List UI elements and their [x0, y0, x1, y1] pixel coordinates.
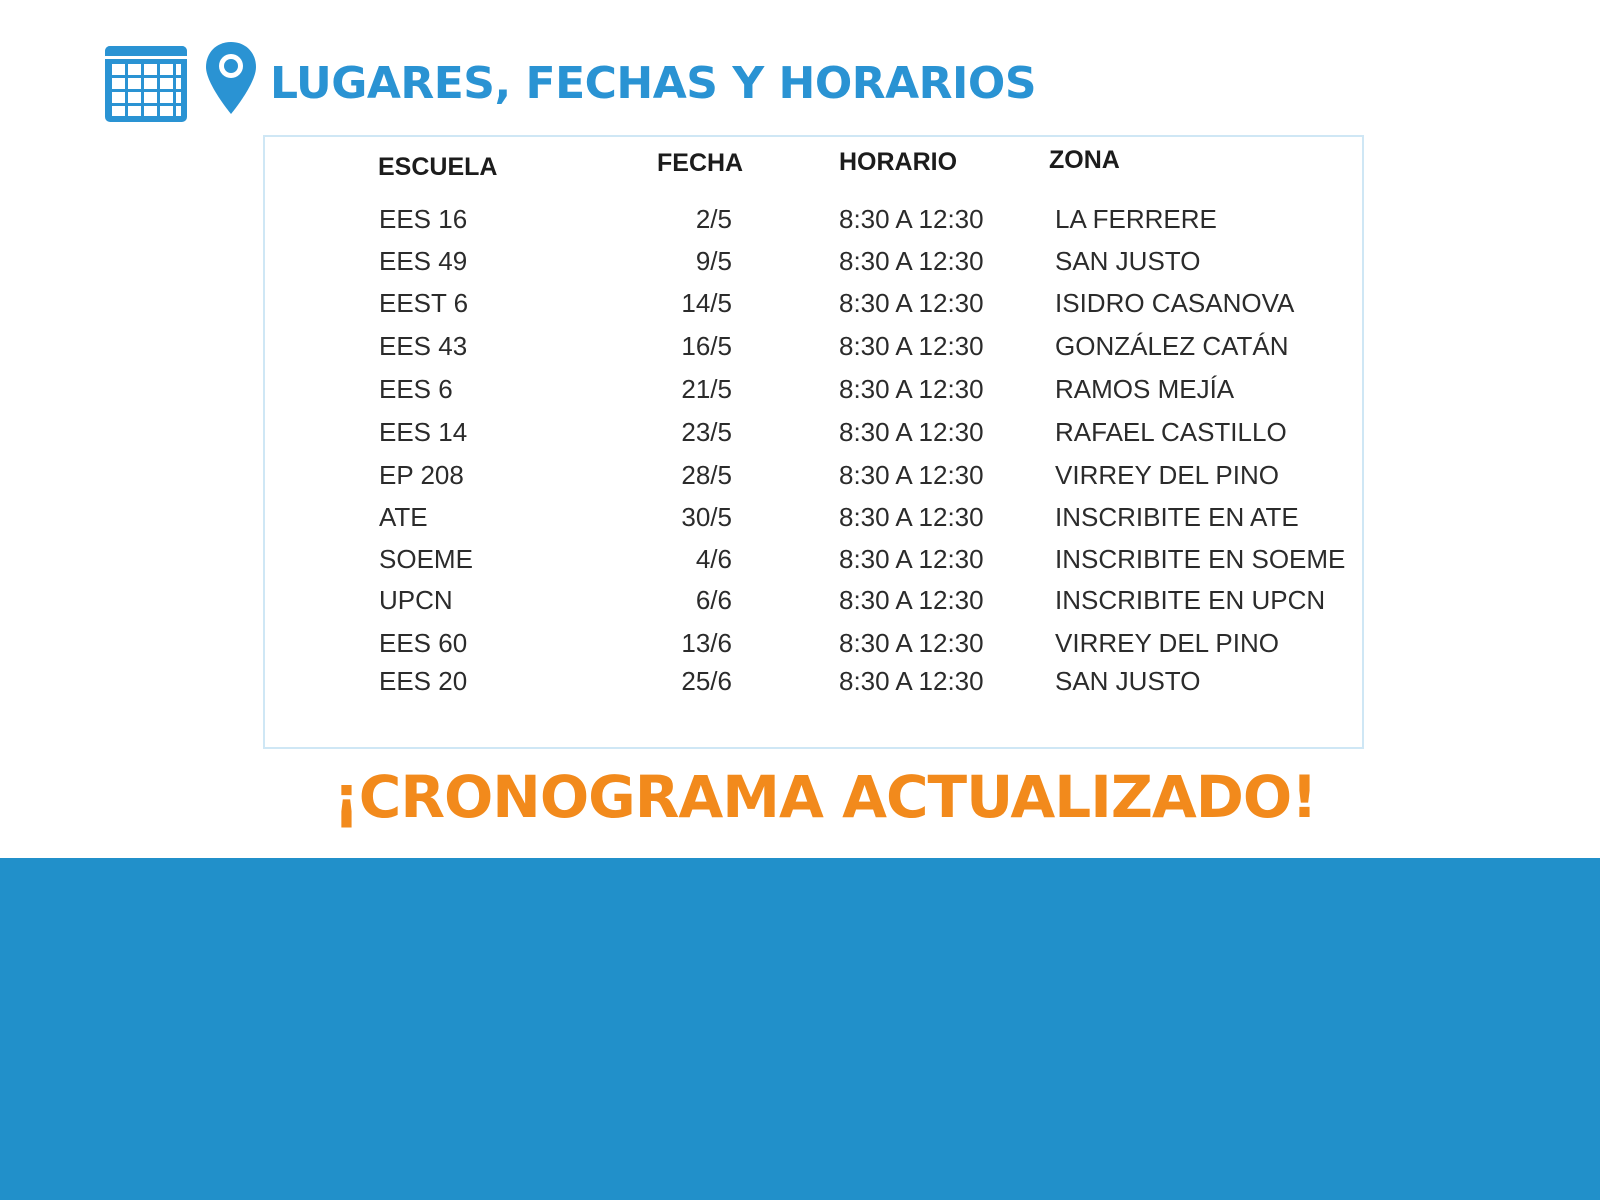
cell-escuela: EES 6 — [379, 374, 453, 404]
schedule-table — [263, 135, 1364, 749]
schedule-updated-banner: ¡CRONOGRAMA ACTUALIZADO! — [333, 763, 1317, 831]
cell-horario: 8:30 A 12:30 — [839, 502, 984, 532]
cell-escuela: EES 43 — [379, 331, 468, 361]
cell-zona: ISIDRO CASANOVA — [1055, 288, 1295, 318]
cell-fecha: 2/5 — [695, 204, 732, 234]
cell-escuela: UPCN — [379, 585, 453, 615]
column-header-escuela: ESCUELA — [378, 153, 498, 181]
cell-fecha: 28/5 — [681, 460, 732, 490]
table-row — [265, 283, 1362, 323]
table-row — [265, 580, 1362, 620]
table-row — [265, 412, 1362, 452]
cell-escuela: EES 14 — [379, 417, 468, 447]
table-row — [265, 661, 1362, 701]
table-row — [265, 369, 1362, 409]
footer-band — [0, 858, 1600, 1200]
table-row — [265, 241, 1362, 281]
cell-horario: 8:30 A 12:30 — [839, 246, 984, 276]
cell-horario: 8:30 A 12:30 — [839, 585, 984, 615]
cell-escuela: EES 60 — [379, 628, 468, 658]
location-pin-icon — [203, 40, 259, 116]
cell-horario: 8:30 A 12:30 — [839, 204, 984, 234]
cell-zona: RAMOS MEJÍA — [1055, 374, 1235, 404]
cell-fecha: 30/5 — [681, 502, 732, 532]
cell-escuela: ATE — [379, 502, 428, 532]
cell-horario: 8:30 A 12:30 — [839, 417, 984, 447]
cell-fecha: 4/6 — [695, 544, 732, 574]
cell-zona: RAFAEL CASTILLO — [1055, 417, 1287, 447]
page-title: LUGARES, FECHAS Y HORARIOS — [270, 58, 1037, 109]
table-row — [265, 455, 1362, 495]
cell-fecha: 14/5 — [681, 288, 732, 318]
cell-zona: INSCRIBITE EN ATE — [1055, 502, 1299, 532]
cell-horario: 8:30 A 12:30 — [839, 374, 984, 404]
cell-zona: INSCRIBITE EN SOEME — [1055, 544, 1346, 574]
cell-escuela: EES 20 — [379, 666, 468, 696]
column-header-horario: HORARIO — [839, 148, 958, 176]
calendar-icon — [103, 42, 189, 124]
cell-horario: 8:30 A 12:30 — [839, 288, 984, 318]
cell-zona: VIRREY DEL PINO — [1055, 628, 1279, 658]
cell-horario: 8:30 A 12:30 — [839, 544, 984, 574]
cell-fecha: 23/5 — [681, 417, 732, 447]
cell-horario: 8:30 A 12:30 — [839, 460, 984, 490]
cell-zona: LA FERRERE — [1055, 204, 1217, 234]
cell-zona: SAN JUSTO — [1055, 666, 1201, 696]
cell-fecha: 25/6 — [681, 666, 732, 696]
cell-escuela: EES 49 — [379, 246, 468, 276]
cell-fecha: 16/5 — [681, 331, 732, 361]
cell-horario: 8:30 A 12:30 — [839, 628, 984, 658]
cell-escuela: EES 16 — [379, 204, 468, 234]
column-header-zona: ZONA — [1049, 146, 1120, 174]
table-row — [265, 326, 1362, 366]
table-row — [265, 497, 1362, 537]
cell-fecha: 6/6 — [695, 585, 732, 615]
cell-fecha: 21/5 — [681, 374, 732, 404]
cell-horario: 8:30 A 12:30 — [839, 331, 984, 361]
cell-escuela: EP 208 — [379, 460, 464, 490]
cell-horario: 8:30 A 12:30 — [839, 666, 984, 696]
table-row — [265, 623, 1362, 663]
table-row — [265, 199, 1362, 239]
table-row — [265, 539, 1362, 579]
cell-zona: GONZÁLEZ CATÁN — [1055, 331, 1289, 361]
cell-escuela: SOEME — [379, 544, 473, 574]
cell-zona: INSCRIBITE EN UPCN — [1055, 585, 1326, 615]
cell-fecha: 13/6 — [681, 628, 732, 658]
cell-fecha: 9/5 — [695, 246, 732, 276]
cell-escuela: EEST 6 — [379, 288, 469, 318]
column-header-fecha: FECHA — [657, 149, 744, 177]
cell-zona: VIRREY DEL PINO — [1055, 460, 1279, 490]
cell-zona: SAN JUSTO — [1055, 246, 1201, 276]
